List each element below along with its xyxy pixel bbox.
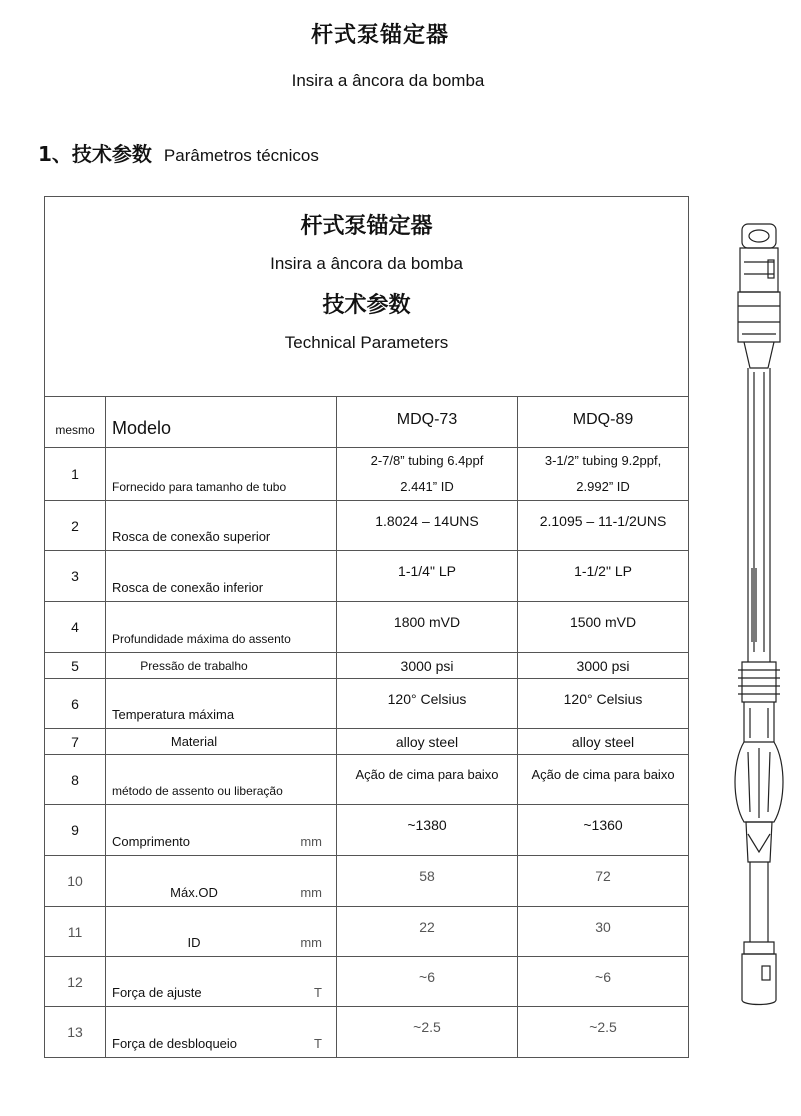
row-number: 3 [45,551,106,602]
table-title-pt: Insira a âncora da bomba [270,254,463,273]
value-line: 30 [595,919,611,935]
row-description-cell [106,755,337,805]
table-row [45,1007,689,1058]
row-number: 4 [45,602,106,653]
value-mdq89 [518,729,689,755]
value-line: 3000 psi [576,657,630,674]
col-header-no: mesmo [45,397,106,448]
value-mdq73 [337,957,518,1007]
row-description: Rosca de conexão superior [112,529,271,544]
row-description-cell [106,957,337,1007]
row-number: 2 [45,501,106,551]
value-line: 1500 mVD [569,614,637,630]
row-description: Profundidade máxima do assento [112,632,291,646]
row-unit: mm [300,885,322,900]
value-line: 120° Celsius [387,691,467,707]
value-line: Ação de cima para baixo [355,767,499,782]
table-subtitle-cn: 技术参数 [322,293,411,318]
col-header-model: Modelo [106,397,337,448]
table-row [45,856,689,907]
value-mdq73 [337,907,518,957]
value-mdq89 [518,653,689,679]
row-number: 7 [45,729,106,755]
value-line: alloy steel [395,733,459,750]
column-header-row [45,397,689,448]
value-line: 2-7/8” tubing 6.4ppf [370,453,484,468]
value-line: 3000 psi [400,657,454,674]
table-row [45,653,689,679]
row-description: Força de ajuste [112,985,202,1000]
value-line: ~6 [595,969,611,985]
pump-anchor-drawing-icon [724,222,792,1008]
section-label-pt: Parâmetros técnicos [163,146,319,165]
section-number-cn: 1、技术参数 [38,142,152,166]
value-line: 1-1/2" LP [574,563,632,579]
table-row [45,957,689,1007]
row-description-cell [106,679,337,729]
value-line: 1-1/4" LP [398,563,456,579]
value-mdq73 [337,1007,518,1058]
row-description-cell [106,1007,337,1058]
row-unit: mm [300,834,322,849]
row-description-cell [106,805,337,856]
row-unit: T [314,985,322,1000]
row-description-cell [106,501,337,551]
row-description: Fornecido para tamanho de tubo [112,480,287,494]
value-line: alloy steel [571,733,635,750]
table-row [45,805,689,856]
row-number: 12 [45,957,106,1007]
row-description: Pressão de trabalho [140,658,248,673]
table-row [45,679,689,729]
value-mdq73 [337,448,518,501]
value-line: ~1360 [583,817,623,833]
value-line: 2.992” ID [576,479,630,494]
row-description-cell [106,551,337,602]
value-mdq89 [518,907,689,957]
row-description: ID [187,935,201,950]
value-mdq73 [337,729,518,755]
row-description-cell [106,653,337,679]
value-line: ~2.5 [589,1019,617,1035]
document-title-cn: 杆式泵锚定器 [310,23,449,48]
row-number: 5 [45,653,106,679]
value-line: 120° Celsius [563,691,643,707]
value-mdq73 [337,501,518,551]
value-line: 2.1095 – 11-1/2UNS [539,513,667,529]
value-mdq89 [518,957,689,1007]
table-row [45,551,689,602]
row-number: 10 [45,856,106,907]
value-line: ~1380 [407,817,447,833]
value-mdq73 [337,679,518,729]
value-mdq89 [518,501,689,551]
row-number: 11 [45,907,106,957]
value-mdq73 [337,551,518,602]
table-header-row [45,197,689,397]
row-description: Máx.OD [170,885,218,900]
row-unit: T [314,1036,322,1051]
value-line: 3-1/2” tubing 9.2ppf, [544,453,662,468]
table-subtitle-en: Technical Parameters [284,333,449,352]
table-title-cn: 杆式泵锚定器 [300,214,433,239]
value-mdq89 [518,805,689,856]
value-mdq89 [518,1007,689,1058]
value-mdq89 [518,602,689,653]
row-number: 6 [45,679,106,729]
value-mdq73 [337,602,518,653]
value-line: 22 [419,919,435,935]
value-mdq73 [337,856,518,907]
col-header-mdq73: MDQ-73 [337,397,518,448]
row-description: Comprimento [112,834,191,849]
row-number: 13 [45,1007,106,1058]
table-row [45,501,689,551]
value-line: Ação de cima para baixo [531,767,675,782]
col-header-mdq89: MDQ-89 [518,397,689,448]
value-mdq89 [518,551,689,602]
row-description: Material [170,734,218,749]
row-unit: mm [300,935,322,950]
row-description-cell [106,602,337,653]
table-row [45,729,689,755]
row-description: Rosca de conexão inferior [112,580,264,595]
value-mdq89 [518,679,689,729]
row-description-cell [106,729,337,755]
value-line: 58 [419,868,435,884]
value-line: 1.8024 – 14UNS [375,513,479,529]
value-mdq89 [518,448,689,501]
row-description-cell [106,448,337,501]
spec-table [44,196,689,1058]
row-description-cell [106,907,337,957]
row-description: Força de desbloqueio [112,1036,238,1051]
value-mdq73 [337,755,518,805]
value-mdq89 [518,755,689,805]
value-mdq73 [337,805,518,856]
value-line: 2.441” ID [400,479,454,494]
row-description: método de assento ou liberação [112,784,283,798]
row-description: Temperatura máxima [112,707,235,722]
table-row [45,907,689,957]
table-row [45,448,689,501]
value-line: ~2.5 [413,1019,441,1035]
row-number: 1 [45,448,106,501]
row-description-cell [106,856,337,907]
value-line: 72 [595,868,611,884]
table-row [45,602,689,653]
table-row [45,755,689,805]
value-mdq89 [518,856,689,907]
row-number: 9 [45,805,106,856]
value-line: 1800 mVD [393,614,461,630]
value-mdq73 [337,653,518,679]
value-line: ~6 [419,969,435,985]
document-title-pt: Insira a âncora da bomba [291,71,485,90]
table-header [45,197,689,397]
section-heading [38,138,319,167]
row-number: 8 [45,755,106,805]
